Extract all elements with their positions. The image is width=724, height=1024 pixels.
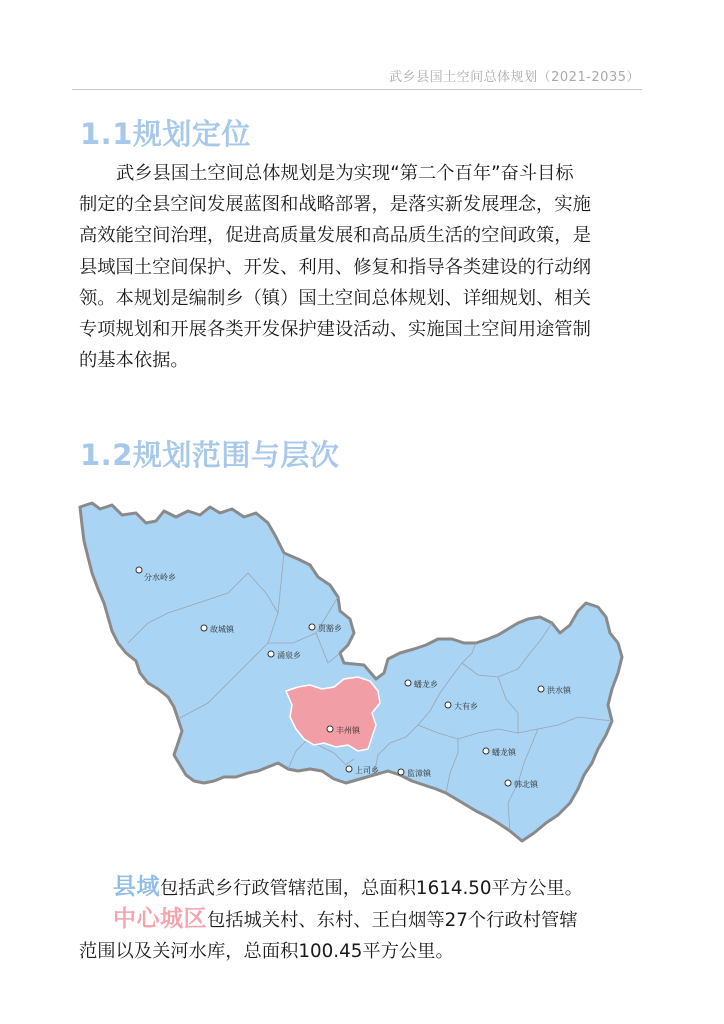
town-label-jianjingzhen: 监漳镇: [407, 769, 431, 778]
county-region: [80, 503, 622, 841]
header-title: 武乡县国土空间总体规划（2021-2035）: [389, 70, 640, 85]
paragraph-line: 武乡县国土空间总体规划是为实现“第二个百年”奋斗目标: [116, 163, 574, 184]
header-divider: [72, 89, 642, 90]
center-text: 包括城关村、东村、王白烟等27个行政村管辖: [207, 910, 578, 932]
town-label-hanbeizhen: 韩北镇: [514, 780, 538, 789]
town-label-fengzhouzhen: 丰州镇: [336, 726, 360, 735]
section-heading-positioning: 1.1规划定位: [80, 117, 251, 151]
paragraph-line: 高效能空间治理，促进高质量发展和高品质生活的空间政策，是: [79, 225, 591, 247]
county-map-svg: [78, 493, 638, 856]
paragraph-line: 县域国土空间保护、开发、利用、修复和指导各类建设的行动纲: [79, 256, 591, 278]
center-tag: 中心城区: [113, 906, 207, 933]
town-label-shangsixiang: 上司乡: [355, 766, 379, 775]
center-line: [79, 904, 649, 936]
scope-paragraph: [79, 872, 649, 968]
town-label-mengcun: 蟠龙乡: [414, 680, 438, 689]
county-line: [79, 872, 649, 904]
county-text: 包括武乡行政管辖范围，总面积1614.50平方公里。: [160, 878, 583, 899]
center-line-2: 范围以及关河水库，总面积100.45平方公里。: [79, 941, 454, 963]
town-label-hongshuizhen: 洪水镇: [547, 686, 571, 695]
paragraph-line: 制定的全县空间发展蓝图和战略部署，是落实新发展理念，实施: [79, 194, 591, 216]
town-label-panlongzhen: 蟠龙镇: [492, 748, 516, 757]
county-tag: 县域: [113, 874, 160, 900]
town-label-yongleixiang: 涌泉乡: [277, 651, 301, 660]
positioning-paragraph: [79, 158, 649, 376]
county-map: [78, 493, 638, 856]
paragraph-line: 领。本规划是编制乡（镇）国土空间总体规划、详细规划、相关: [79, 287, 591, 309]
town-label-jiayushan: 贾豁乡: [318, 624, 342, 633]
town-label-guchengzhen: 故城镇: [210, 625, 234, 634]
town-label-fenshuiling: 分水岭乡: [144, 573, 176, 582]
paragraph-line: 的基本依据。: [79, 350, 189, 372]
town-label-dayouxiang: 大有乡: [454, 702, 478, 711]
paragraph-line: 专项规划和开展各类开发保护建设活动、实施国土空间用途管制: [79, 319, 591, 341]
section-heading-scope: 1.2规划范围与层次: [80, 438, 340, 472]
